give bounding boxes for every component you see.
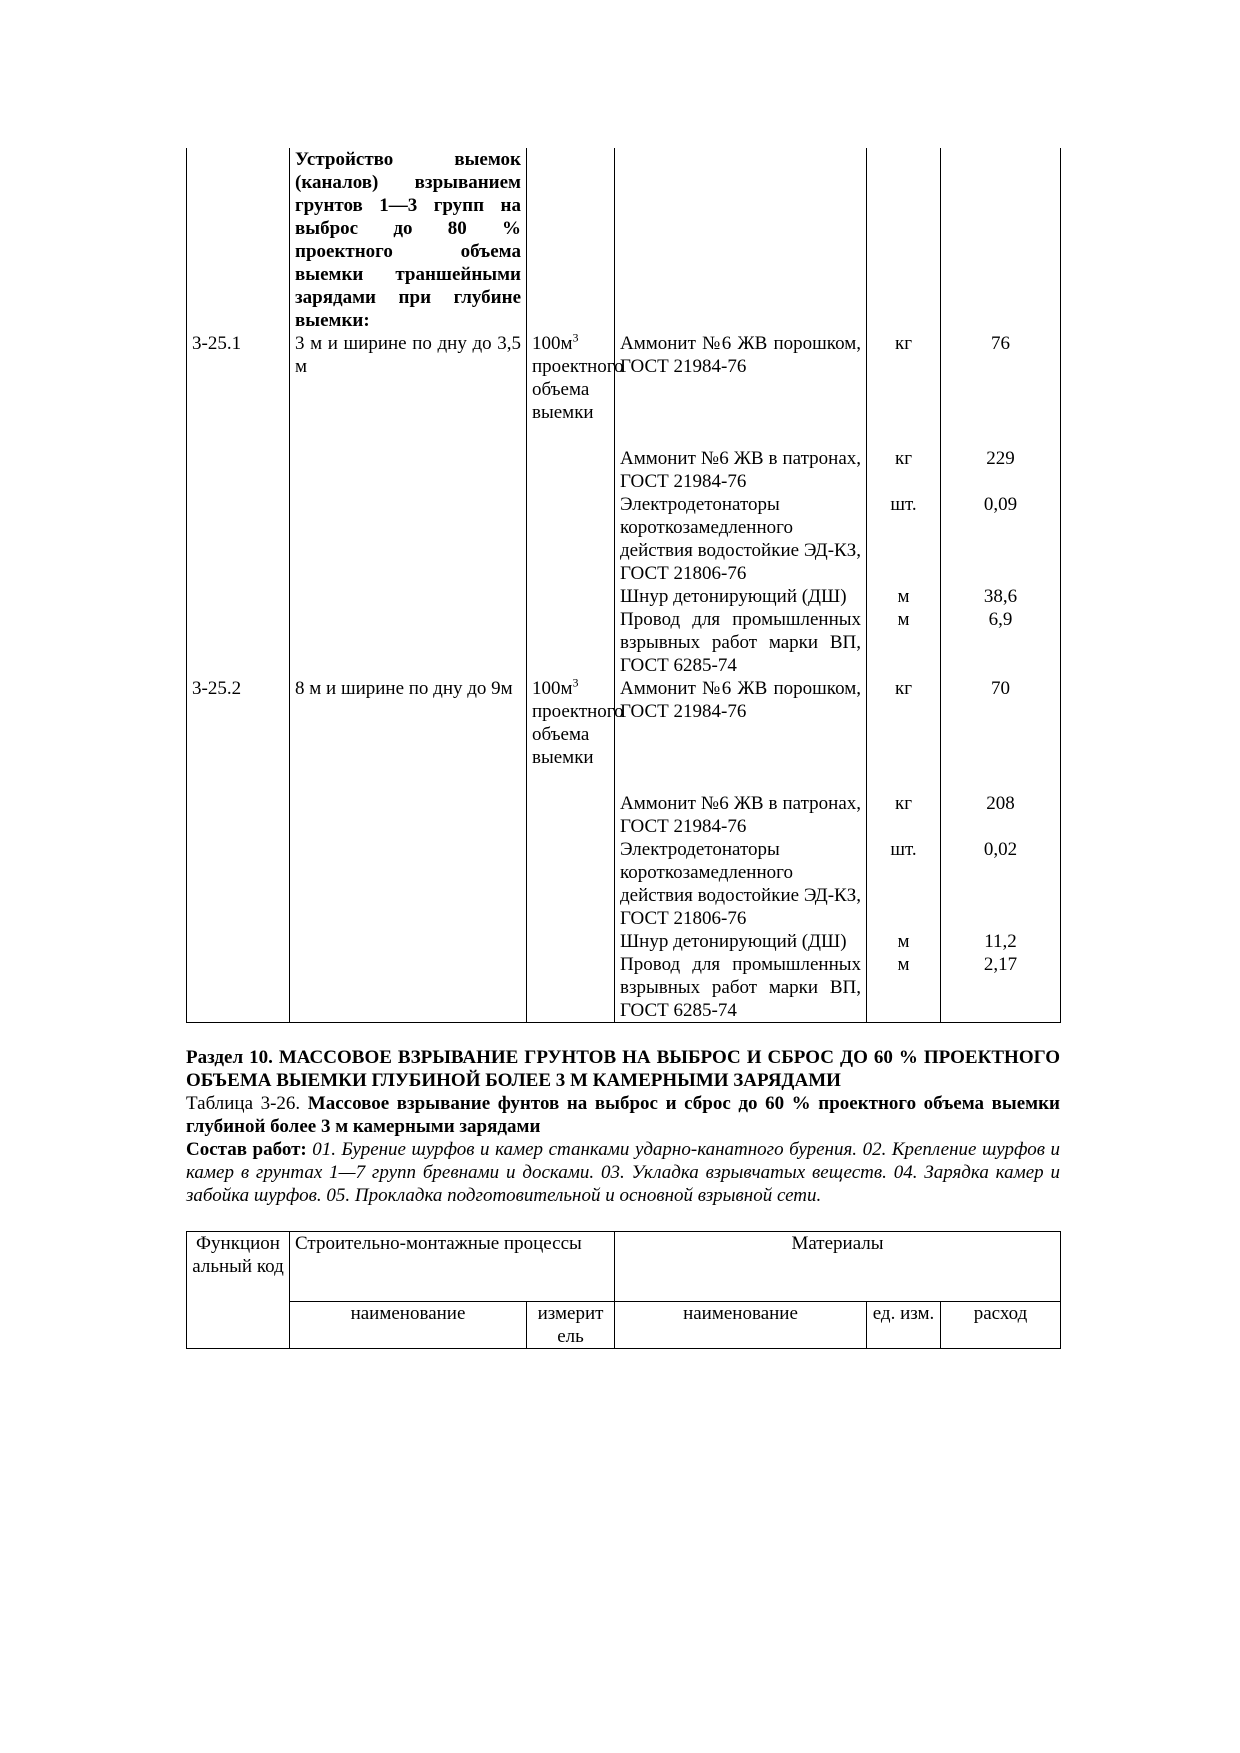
material-qty: 208 bbox=[941, 792, 1061, 838]
item-code: 3-25.2 bbox=[187, 677, 290, 792]
material-name: Аммонит №6 ЖВ в патронах, ГОСТ 21984-76 bbox=[615, 447, 867, 493]
material-unit: кг bbox=[867, 677, 941, 792]
material-name: Электродетонаторы короткозамедленного действия водостойкие ЭД-КЗ, ГОСТ 21806-76 bbox=[615, 493, 867, 585]
header-proc-unit: измерит ель bbox=[527, 1302, 615, 1349]
header-proc-name: наименование bbox=[290, 1302, 527, 1349]
material-name: Шнур детонирующий (ДШ) bbox=[615, 930, 867, 953]
material-qty: 2,17 bbox=[941, 953, 1061, 1023]
item-name: 8 м и ширине по дну до 9м bbox=[290, 677, 527, 792]
material-name: Аммонит №6 ЖВ порошком, ГОСТ 21984-76 bbox=[615, 677, 867, 792]
material-name: Электродетонаторы короткозамедленного действия водостойкие ЭД-КЗ, ГОСТ 21806-76 bbox=[615, 838, 867, 930]
table-row bbox=[187, 677, 1061, 792]
header-materials: Материалы bbox=[615, 1232, 1061, 1302]
material-qty: 0,09 bbox=[941, 493, 1061, 585]
material-qty: 229 bbox=[941, 447, 1061, 493]
item-unit: $100м^3$ проектного объема выемки bbox=[527, 332, 615, 447]
table-row bbox=[187, 930, 1061, 953]
material-qty: 70 bbox=[941, 677, 1061, 792]
material-name: Аммонит №6 ЖВ порошком, ГОСТ 21984-76 bbox=[615, 332, 867, 447]
material-name: Провод для промышленных взрывных работ марки ВП, ГОСТ 6285-74 bbox=[615, 953, 867, 1023]
material-unit: кг bbox=[867, 332, 941, 447]
material-name: Провод для промышленных взрывных работ марки ВП, ГОСТ 6285-74 bbox=[615, 608, 867, 677]
material-unit: кг bbox=[867, 447, 941, 493]
works-composition bbox=[186, 1138, 1060, 1207]
table-label: Таблица 3-26. bbox=[186, 1093, 308, 1114]
table-caption bbox=[186, 1092, 1060, 1138]
table-row bbox=[187, 792, 1061, 838]
material-unit: м bbox=[867, 953, 941, 1023]
material-qty: 6,9 bbox=[941, 608, 1061, 677]
section-title: Раздел 10. МАССОВОЕ ВЗРЫВАНИЕ ГРУНТОВ НА ВЫБРОС И СБРОС ДО 60 % ПРОЕКТНОГО ОБЪЕМА ВЫЕМКИ ГЛУБИНОЙ БОЛЕЕ 3 М КАМЕРНЫМИ ЗАРЯДАМИ bbox=[186, 1047, 1060, 1091]
header-code: Функцион альный код bbox=[187, 1232, 290, 1349]
table-row bbox=[187, 585, 1061, 608]
material-unit: кг bbox=[867, 792, 941, 838]
group-heading-row bbox=[187, 148, 1061, 332]
section-block bbox=[186, 1046, 1060, 1207]
item-code: 3-25.1 bbox=[187, 332, 290, 447]
header-table bbox=[186, 1231, 1061, 1349]
material-unit: м bbox=[867, 608, 941, 677]
table-row bbox=[187, 447, 1061, 493]
material-qty: 0,02 bbox=[941, 838, 1061, 930]
table-row bbox=[187, 838, 1061, 930]
group-heading: Устройство выемок (каналов) взрыванием грунтов 1—3 групп на выброс до 80 % проектного объема выемки траншейными зарядами при глубине выемки: bbox=[290, 148, 527, 332]
table-row bbox=[187, 953, 1061, 1023]
material-qty: 76 bbox=[941, 332, 1061, 447]
header-mat-unit: ед. изм. bbox=[867, 1302, 941, 1349]
material-qty: 11,2 bbox=[941, 930, 1061, 953]
header-mat-qty: расход bbox=[941, 1302, 1061, 1349]
norms-table bbox=[186, 148, 1061, 1023]
table-row bbox=[187, 608, 1061, 677]
material-qty: 38,6 bbox=[941, 585, 1061, 608]
material-name: Аммонит №6 ЖВ в патронах, ГОСТ 21984-76 bbox=[615, 792, 867, 838]
material-unit: м bbox=[867, 930, 941, 953]
works-label: Состав работ: bbox=[186, 1139, 313, 1160]
material-unit: м bbox=[867, 585, 941, 608]
document-page bbox=[186, 148, 1060, 1349]
material-unit: шт. bbox=[867, 838, 941, 930]
material-unit: шт. bbox=[867, 493, 941, 585]
table-row bbox=[187, 493, 1061, 585]
table-row bbox=[187, 332, 1061, 447]
material-name: Шнур детонирующий (ДШ) bbox=[615, 585, 867, 608]
header-processes: Строительно-монтажные процессы bbox=[290, 1232, 615, 1302]
table-title: Массовое взрывание фунтов на выброс и сброс до 60 % проектного объема выемки глубиной более 3 м камерными зарядами bbox=[186, 1093, 1060, 1137]
item-unit: $100м^3$ проектного объема выемки bbox=[527, 677, 615, 792]
works-text: 01. Бурение шурфов и камер станками ударно-канатного бурения. 02. Крепление шурфов и камер в грунтах 1—7 групп бревнами и досками. 03. Укладка взрывчатых веществ. 04. Зарядка камер и забойка шурфов. 05. Прокладка подготовительной и основной взрывной сети. bbox=[186, 1139, 1060, 1206]
item-name: 3 м и ширине по дну до 3,5 м bbox=[290, 332, 527, 447]
header-mat-name: наименование bbox=[615, 1302, 867, 1349]
